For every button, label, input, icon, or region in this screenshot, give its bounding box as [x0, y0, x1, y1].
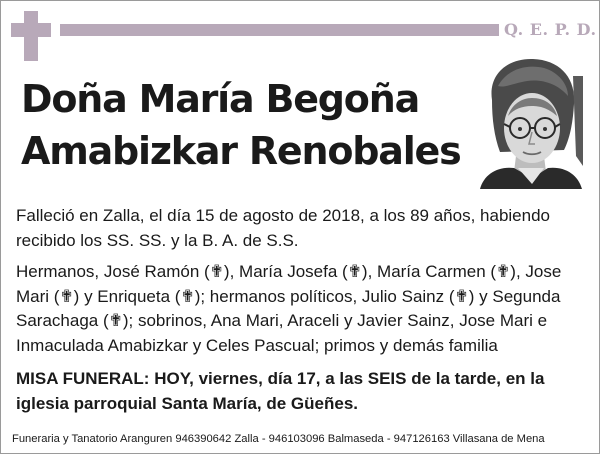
portrait-photo [478, 56, 583, 189]
family-list: Hermanos, José Ramón (✟), María Josefa (✟), María Carmen (✟), Jose Mari (✟) y Enriqueta (✟); hermanos políticos, Julio Sainz (✟) y Segunda Sarachaga (✟); sobrinos, Ana Mari, Araceli y Javier Sainz, Jose Mari e Inmaculada Amabizkar y Celes Pascual; primos y demás familia [16, 262, 562, 355]
deceased-name [21, 73, 471, 177]
funeral-home-footer: Funeraria y Tanatorio Aranguren 946390642 Zalla - 946103096 Balmaseda - 947126163 Villasana de Mena [12, 433, 545, 445]
deceased-name-line2: Amabizkar Renobales [21, 129, 461, 173]
funeral-mass: MISA FUNERAL: HOY, viernes, día 17, a las SEIS de la tarde, en la iglesia parroquial Santa María, de Güeñes. [16, 369, 545, 413]
death-notice: Falleció en Zalla, el día 15 de agosto de 2018, a los 89 años, habiendo recibido los SS. SS. y la B. A. de S.S. [16, 206, 550, 250]
deceased-name-line1: Doña María Begoña [21, 77, 420, 121]
header-bar [60, 24, 499, 36]
qepd-label: Q. E. P. D. [504, 20, 597, 39]
portrait-illustration [478, 56, 583, 189]
